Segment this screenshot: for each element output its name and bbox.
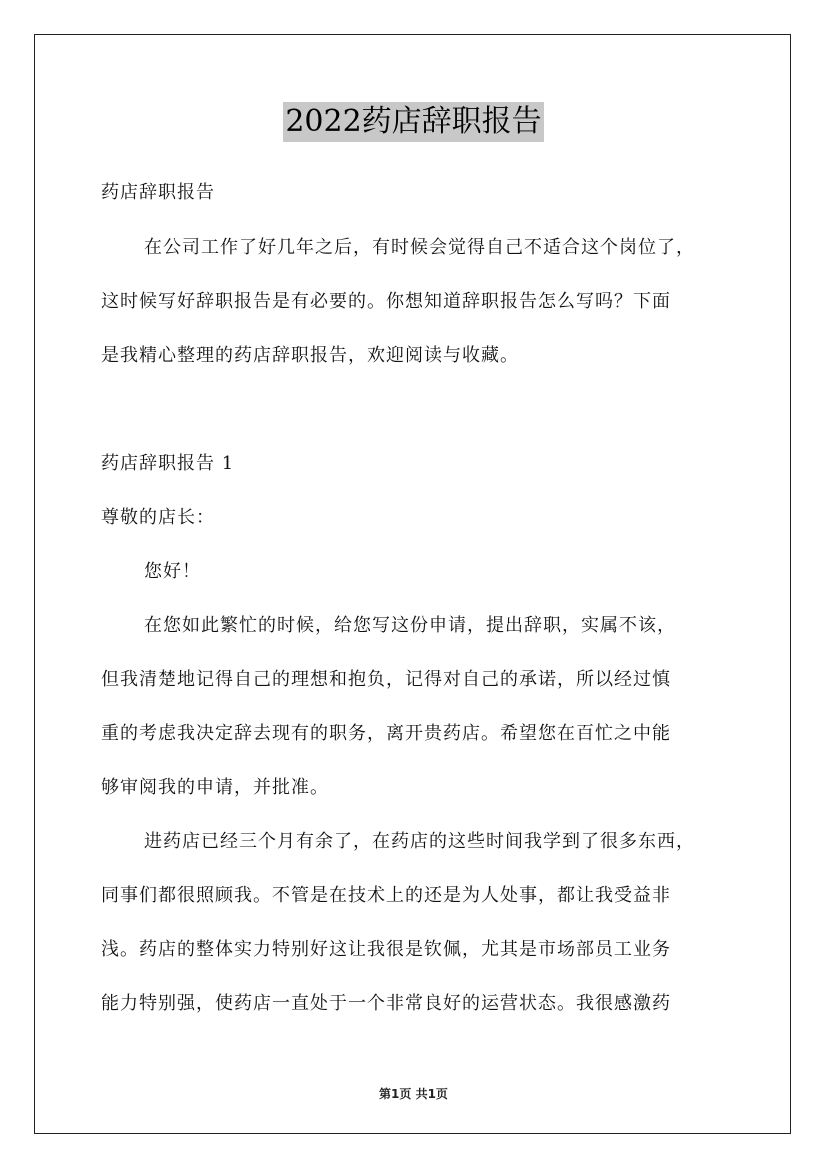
paragraph-line: 够审阅我的申请，并批准。 — [101, 777, 329, 798]
paragraph-line: 是我精心整理的药店辞职报告，欢迎阅读与收藏。 — [101, 345, 519, 366]
paragraph-line: 在您如此繁忙的时候，给您写这份申请，提出辞职，实属不该， — [144, 615, 676, 636]
section-heading: 药店辞职报告 — [101, 182, 215, 203]
section-heading: 药店辞职报告 1 — [101, 453, 235, 474]
paragraph-line: 重的考虑我决定辞去现有的职务，离开贵药店。希望您在百忙之中能 — [101, 723, 671, 744]
paragraph-line: 能力特别强，使药店一直处于一个非常良好的运营状态。我很感激药 — [101, 993, 671, 1014]
paragraph-line: 进药店已经三个月有余了，在药店的这些时间我学到了很多东西， — [144, 831, 695, 852]
paragraph-line: 同事们都很照顾我。不管是在技术上的还是为人处事，都让我受益非 — [101, 885, 671, 906]
paragraph-line: 浅。药店的整体实力特别好这让我很是钦佩，尤其是市场部员工业务 — [101, 939, 671, 960]
page-number-footer: 第1页 共1页 — [379, 1087, 448, 1101]
document-title-text: 2022药店辞职报告 — [283, 102, 543, 142]
paragraph-line: 但我清楚地记得自己的理想和抱负，记得对自己的承诺，所以经过慎 — [101, 669, 671, 690]
greeting: 您好！ — [144, 561, 201, 582]
document-title — [0, 102, 827, 142]
paragraph-line: 在公司工作了好几年之后，有时候会觉得自己不适合这个岗位了， — [144, 237, 695, 258]
paragraph-line: 这时候写好辞职报告是有必要的。你想知道辞职报告怎么写吗？下面 — [101, 291, 671, 312]
salutation: 尊敬的店长： — [101, 507, 215, 528]
